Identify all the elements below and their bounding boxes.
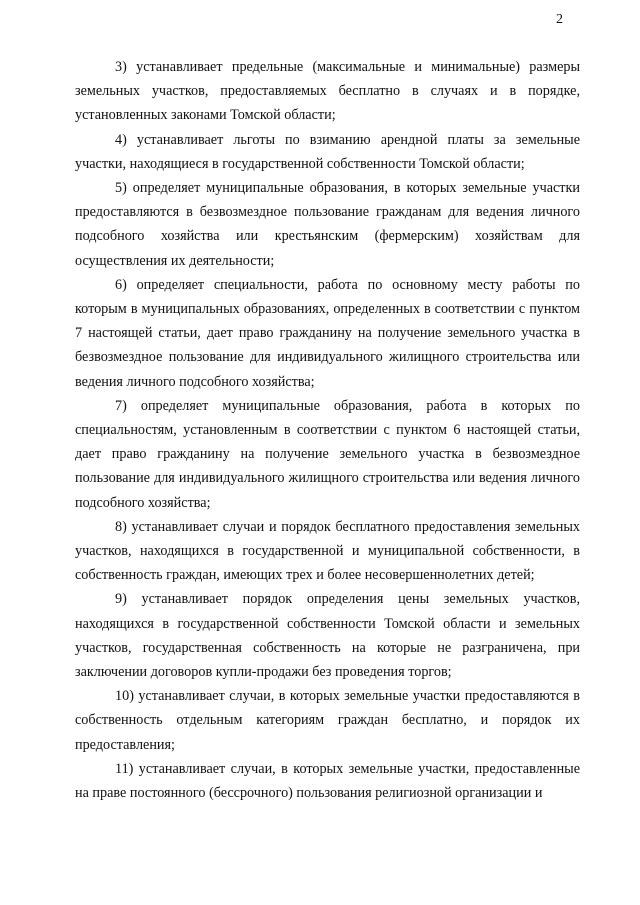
- paragraph-item-6: 6) определяет специальности, работа по основному месту работы по которым в муниципальных образованиях, определенных в соответствии с пунктом 7 настоящей статьи, дает право гражданину на получение земельного участка в безвозмездное пользование для индивидуального жилищного строительства или ведения личного подсобного хозяйства;: [75, 276, 580, 390]
- paragraph-item-3: 3) устанавливает предельные (максимальные и минимальные) размеры земельных участков, предоставляемых бесплатно в случаях и в порядке, установленных законами Томской области;: [75, 59, 580, 124]
- paragraph-item-8: 8) устанавливает случаи и порядок бесплатного предоставления земельных участков, находящихся в государственной и муниципальной собственности, в собственность граждан, имеющих трех и более несовершеннолетних детей;: [75, 518, 580, 584]
- paragraph-item-7: 7) определяет муниципальные образования, работа в которых по специальностям, установленным в соответствии с пунктом 6 настоящей статьи, дает право гражданину на получение земельного участка в безвозмездное пользование для индивидуального жилищного строительства или ведения личного подсобного хозяйства;: [75, 397, 580, 511]
- paragraph-item-11: 11) устанавливает случаи, в которых земельные участки, предоставленные на праве постоянного (бессрочного) пользования религиозной организации и: [75, 760, 580, 802]
- paragraph-item-5: 5) определяет муниципальные образования, в которых земельные участки предоставляются в безвозмездное пользование гражданам для ведения личного подсобного хозяйства или крестьянским (фермерским) хозяйствам для осуществления их деятельности;: [75, 180, 580, 269]
- page-number: 2: [556, 12, 563, 27]
- paragraph-item-9: 9) устанавливает порядок определения цены земельных участков, находящихся в государственной собственности Томской области и земельных участков, государственная собственность на которые не разграничена, при заключении договоров купли-продажи без проведения торгов;: [75, 591, 580, 681]
- paragraph-item-4: 4) устанавливает льготы по взиманию арендной платы за земельные участки, находящиеся в государственной собственности Томской области;: [75, 131, 580, 172]
- document-body: [75, 55, 580, 805]
- paragraph-item-10: 10) устанавливает случаи, в которых земельные участки предоставляются в собственность отдельным категориям граждан бесплатно, и порядок их предоставления;: [75, 688, 580, 753]
